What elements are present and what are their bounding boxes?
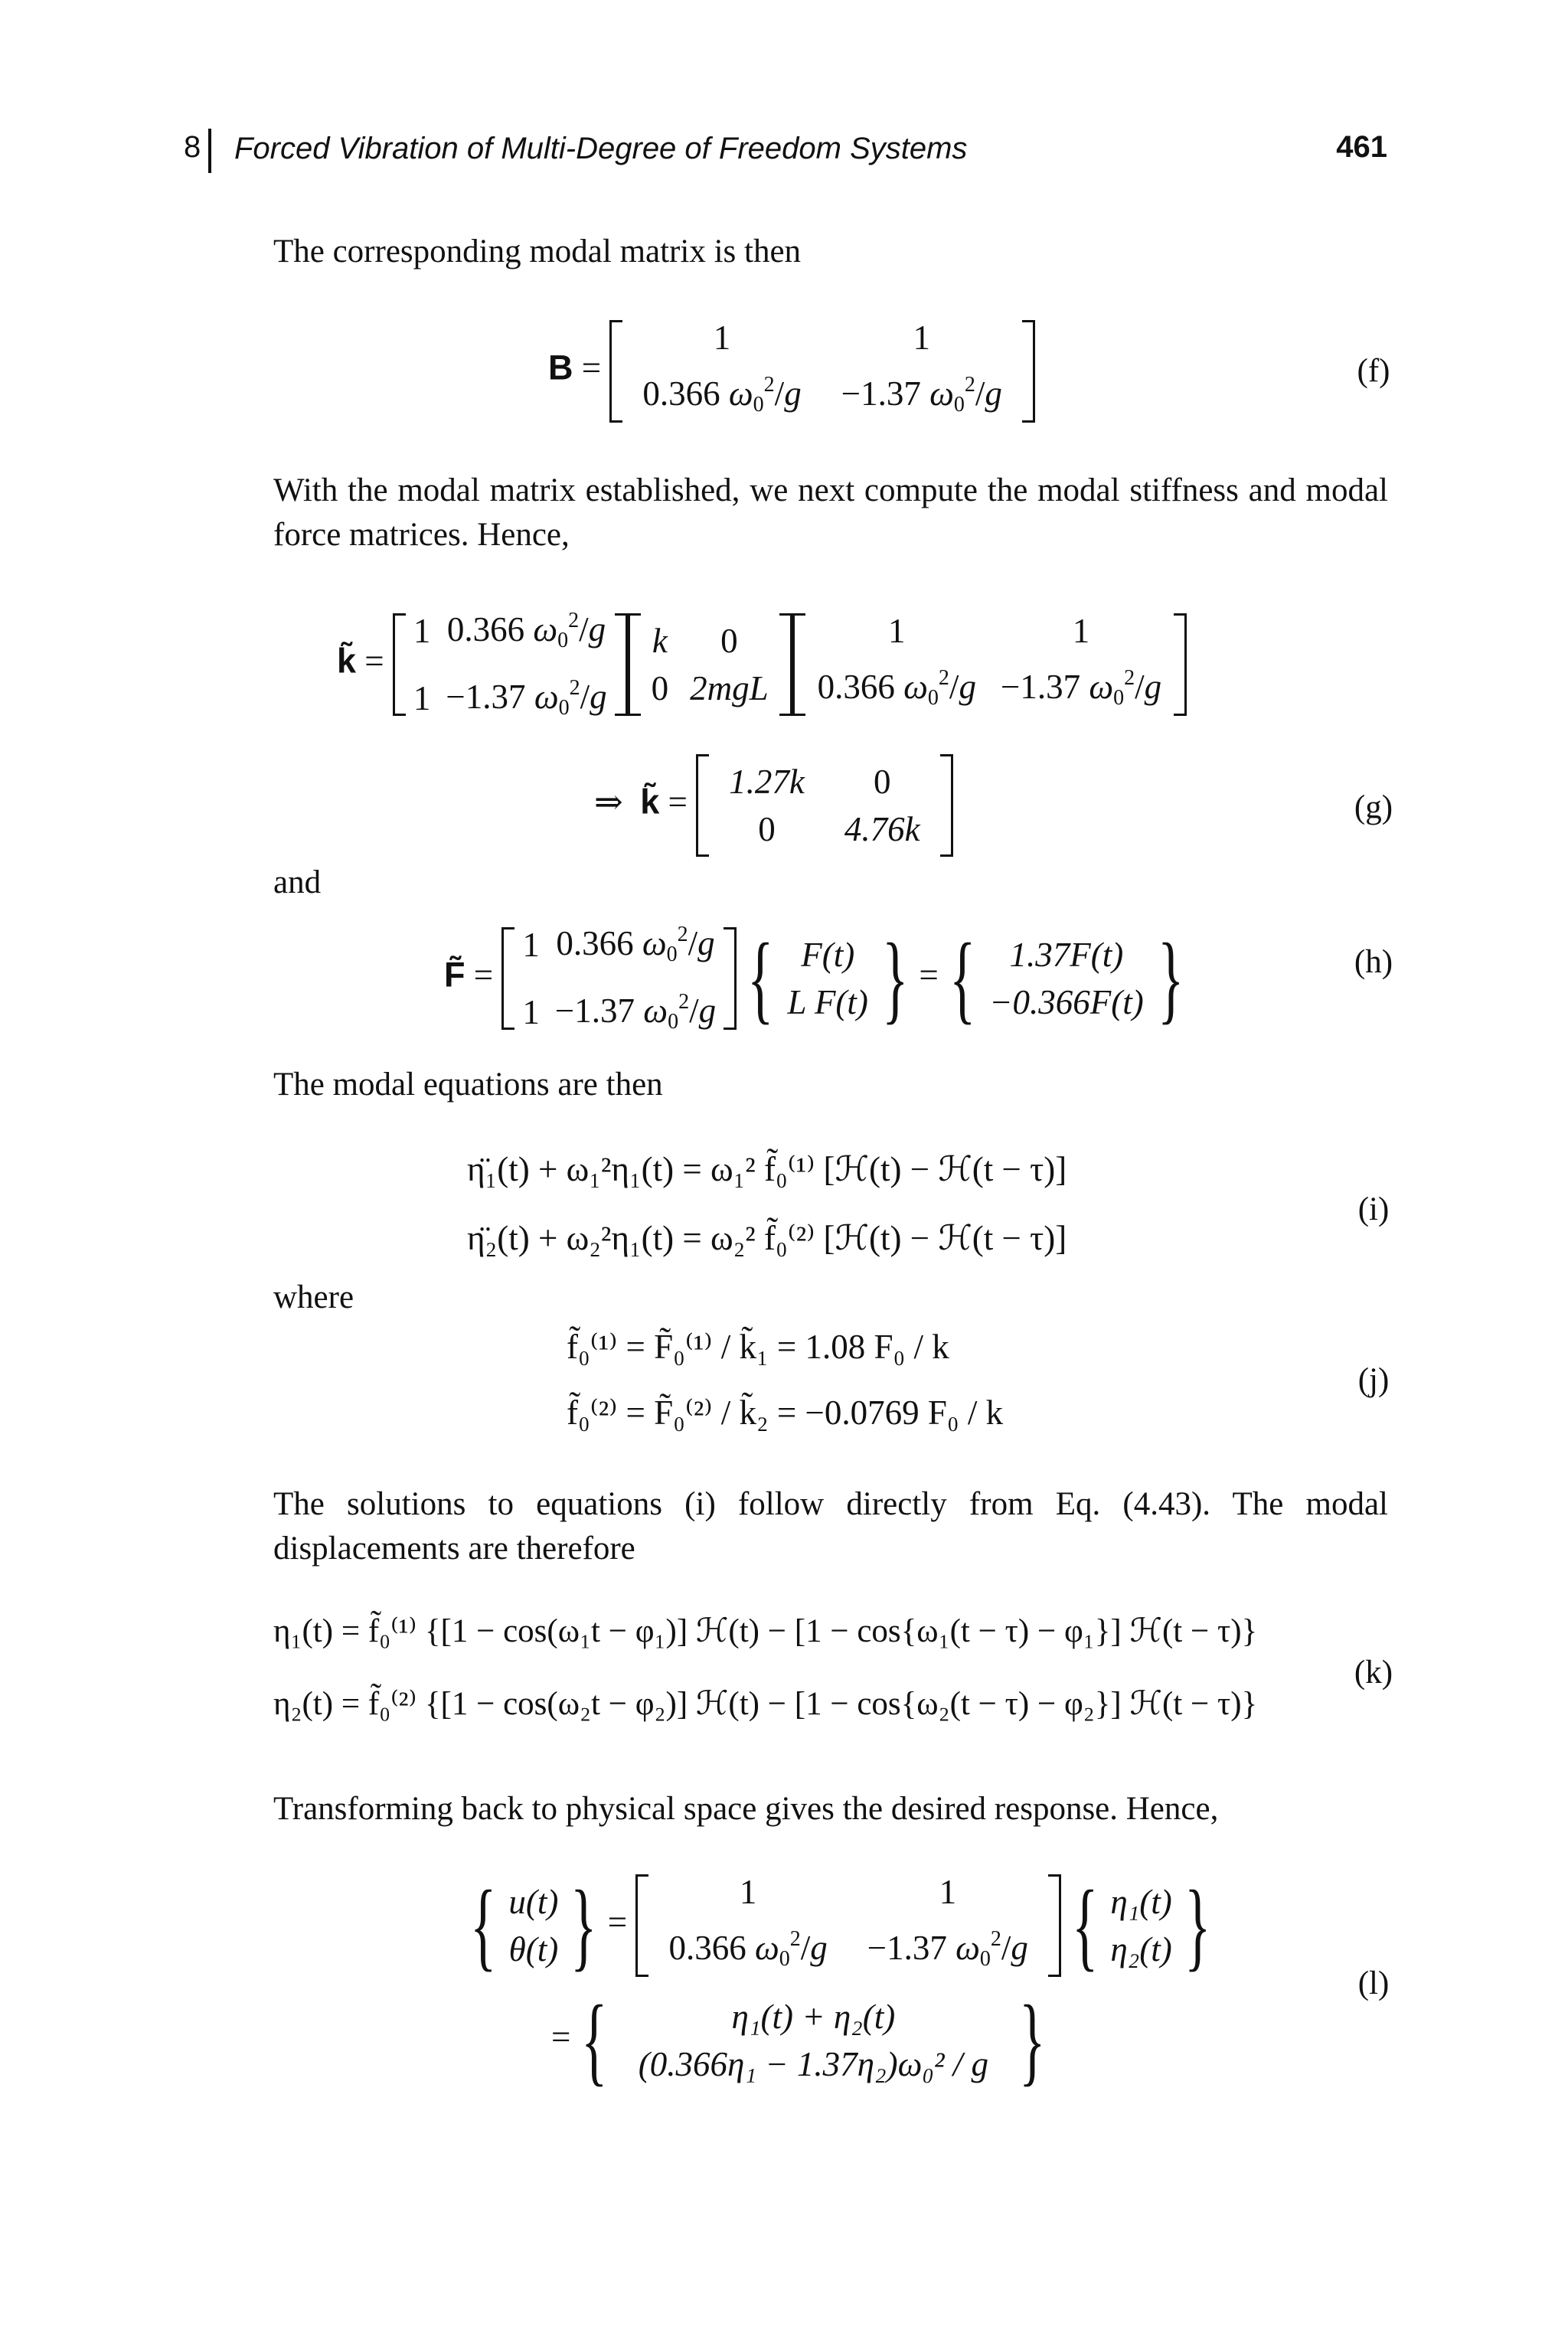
left-brace: { — [949, 923, 976, 1034]
chapter-title: Forced Vibration of Multi-Degree of Freedom Systems — [234, 132, 968, 165]
right-bracket — [724, 927, 737, 1030]
right-bracket — [1022, 320, 1035, 423]
right-brace: } — [1019, 1985, 1046, 2096]
paragraph-physical-space: Transforming back to physical space gives the desired response. Hence, — [273, 1791, 1219, 1827]
right-bracket — [779, 613, 792, 716]
k-tilde-symbol: k̃ — [337, 641, 357, 681]
word-and: and — [273, 864, 322, 900]
equation-k-line-1: η₁(t) = f̃₀⁽¹⁾ {[1 − cos(ω₁t − φ₁)] ℋ(t) − [1 − cos{ω₁(t − τ) − φ₁}] ℋ(t − τ)} — [273, 1613, 1258, 1649]
equation-label-j: (j) — [1357, 1362, 1390, 1398]
right-brace: } — [1157, 923, 1184, 1034]
equation-label-g: (g) — [1354, 789, 1393, 825]
equation-k-line-2: η₂(t) = f̃₀⁽²⁾ {[1 − cos(ω₂t − φ₂)] ℋ(t) − [1 − cos{ω₂(t − τ) − φ₂}] ℋ(t − τ)} — [273, 1686, 1258, 1722]
right-bracket — [940, 754, 953, 857]
transpose-matrix: 1 0.366 $\omega_0^2/g$ 1 −1.37 $\omega_0^2/g$ — [522, 923, 717, 1034]
equation-label-k: (k) — [1354, 1655, 1393, 1691]
equation-j-line-1: f̃₀⁽¹⁾ = F̃₀⁽¹⁾ / k̃₁ = 1.08 F₀ / k — [567, 1328, 949, 1366]
paragraph-solutions: The solutions to equations (i) follow directly from Eq. (4.43). The modal displacements are therefore — [273, 1486, 1388, 1567]
equation-modal-stiffness-product — [337, 597, 1187, 732]
right-brace: } — [570, 1870, 597, 1981]
force-vector: F(t) L F(t) — [787, 936, 868, 1021]
left-bracket — [501, 927, 514, 1030]
modal-matrix-b-copy: 1 1 0.366 $\omega_0^2/g$ −1.37 $\omega_0^2/g$ — [817, 612, 1162, 710]
equals-sign: = — [473, 956, 494, 995]
header-divider — [208, 129, 211, 173]
matrix-cell: −1.37 $\omega_0^2/g$ — [841, 373, 1002, 417]
matrix-cell: 1 — [713, 319, 731, 357]
equation-g — [594, 754, 953, 857]
modal-force-vector: 1.37F(t) −0.366F(t) — [989, 936, 1144, 1021]
word-where: where — [273, 1279, 354, 1315]
right-brace: } — [881, 923, 909, 1034]
left-bracket — [609, 320, 622, 423]
equation-h — [444, 911, 1194, 1046]
matrix-cell: 1 — [913, 319, 931, 357]
equals-sign: = — [364, 642, 384, 681]
stiffness-matrix: k 0 0 2mgL — [651, 622, 769, 707]
equation-i-line-1: η̈₁(t) + ω₁²η₁(t) = ω₁² f̃₀⁽¹⁾ [ℋ(t) − ℋ(t − τ)] — [467, 1150, 1067, 1188]
right-bracket — [615, 613, 628, 716]
implies-arrow: ⇒ — [594, 782, 623, 822]
left-bracket — [792, 613, 805, 716]
modal-matrix-b — [622, 314, 1021, 429]
modal-coordinate-vector: η₁(t) η₂(t) — [1110, 1883, 1172, 1968]
equals-sign: = — [581, 348, 602, 387]
equals-sign: = — [551, 2017, 571, 2057]
equation-l-line-1 — [459, 1868, 1221, 1983]
left-brace: { — [747, 923, 774, 1034]
equation-label-l: (l) — [1357, 1965, 1390, 2001]
left-bracket — [696, 754, 709, 857]
left-bracket — [393, 613, 406, 716]
paragraph-modal-equations-intro: The modal equations are then — [273, 1067, 663, 1103]
equation-f — [548, 314, 1035, 429]
chapter-number: 8 — [184, 130, 201, 164]
physical-response-vector: u(t) θ(t) — [508, 1883, 559, 1968]
paragraph-modal-stiffness-intro: With the modal matrix established, we next compute the modal stiffness and modal force matrices. Hence, — [273, 472, 1388, 553]
transpose-matrix: 1 0.366 $\omega_0^2/g$ 1 −1.37 $\omega_0^2/g$ — [413, 609, 607, 720]
equation-label-h: (h) — [1354, 944, 1393, 980]
equation-label-i: (i) — [1357, 1191, 1390, 1227]
equation-i-line-2: η̈₂(t) + ω₂²η₁(t) = ω₂² f̃₀⁽²⁾ [ℋ(t) − ℋ(t − τ)] — [467, 1219, 1067, 1257]
page-number: 461 — [1336, 130, 1387, 164]
b-symbol: B — [548, 348, 573, 387]
equals-sign: = — [668, 782, 688, 822]
equation-label-f: (f) — [1357, 353, 1390, 389]
left-brace: { — [581, 1985, 608, 2096]
matrix-cell: 0.366 $\omega_0^2/g$ — [642, 373, 802, 417]
k-tilde-symbol: k̃ — [640, 782, 660, 822]
modal-matrix-b-copy: 1 1 0.366 $\omega_0^2/g$ −1.37 $\omega_0^2/g$ — [668, 1873, 1028, 1971]
paragraph-modal-matrix-intro: The corresponding modal matrix is then — [273, 234, 802, 270]
right-bracket — [1174, 613, 1187, 716]
response-result-vector: η₁(t) + η₂(t) (0.366η₁ − 1.37η₂)ω₀² / g — [638, 1998, 988, 2083]
equals-sign: = — [607, 1903, 628, 1942]
equation-j-line-2: f̃₀⁽²⁾ = F̃₀⁽²⁾ / k̃₂ = −0.0769 F₀ / k — [567, 1393, 1004, 1432]
right-brace: } — [1184, 1870, 1211, 1981]
equation-l-line-2 — [551, 1985, 1056, 2096]
equals-sign: = — [919, 956, 939, 995]
left-brace: { — [1071, 1870, 1099, 1981]
left-bracket — [635, 1874, 648, 1977]
modal-stiffness-matrix: 1.27k 0 0 4.76k — [729, 763, 920, 848]
left-bracket — [628, 613, 641, 716]
f-tilde-symbol: F̃ — [444, 955, 466, 995]
right-bracket — [1048, 1874, 1061, 1977]
left-brace: { — [470, 1870, 497, 1981]
